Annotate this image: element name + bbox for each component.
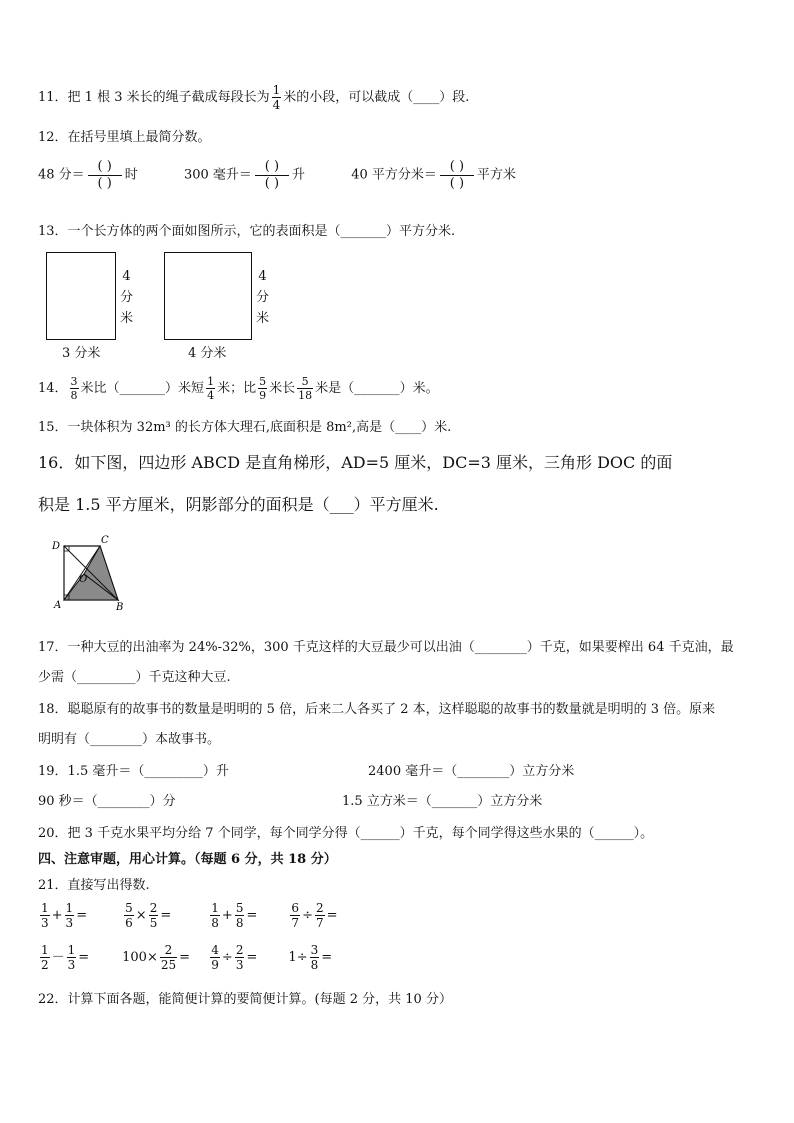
question-16-line1: 16．如下图，四边形 ABCD 是直角梯形，AD=5 厘米，DC=3 厘米，三角形 DOC 的面	[38, 453, 673, 472]
calc-item: $\frac{1}{8}$ + $\frac{5}{8}$ =	[211, 901, 258, 930]
section-4-title: 四、注意审题，用心计算。（每题 6 分，共 18 分）	[38, 852, 337, 867]
calc-row-2	[38, 944, 368, 971]
label-O: O	[79, 574, 88, 585]
calc-item: 100× $\frac{2}{25}$ =	[122, 943, 191, 972]
question-17-line1: 17．一种大豆的出油率为 24%-32%，300 千克这样的大豆最少可以出油（________）千克，如果要榨出 64 千克油，最	[38, 640, 734, 655]
answer-blank-fraction[interactable]: $\frac{( )}{( )}$	[88, 160, 122, 190]
question-14: 14． $\frac{3}{8}$ 米比（_______）米短 $\frac{1}{4}$ 米；比 $\frac{5}{9}$ 米长 $\frac{5}{18}$ 米是（_______）米。	[38, 375, 439, 402]
question-16-line2: 积是 1.5 平方厘米，阴影部分的面积是（___）平方厘米.	[38, 495, 439, 514]
q11-fraction: $\frac{1}{4}$	[272, 83, 281, 112]
question-20: 20．把 3 千克水果平均分给 7 个同学，每个同学分得（______）千克，每个同学得这些水果的（______）。	[38, 826, 654, 841]
rect2-side-label: 4 分 米	[256, 269, 270, 326]
question-19-a: 19．1.5 毫升＝（_________）升	[38, 764, 229, 779]
question-19-d: 1.5 立方米＝（_______）立方分米	[342, 794, 543, 809]
label-A: A	[54, 600, 62, 611]
calc-item: $\frac{6}{7}$ ÷ $\frac{2}{7}$ =	[291, 901, 338, 930]
calc-item: $\frac{1}{2}$ － $\frac{1}{3}$ =	[41, 943, 90, 972]
question-15: 15．一块体积为 32m³ 的长方体大理石,底面积是 8m²,高是（____）米.	[38, 420, 452, 435]
label-B: B	[116, 602, 124, 613]
question-11	[38, 84, 469, 111]
question-18-line2: 明明有（________）本故事书。	[38, 732, 221, 747]
question-12-title: 12．在括号里填上最简分数。	[38, 130, 211, 145]
calc-item: 1÷ $\frac{3}{8}$ =	[288, 943, 333, 972]
question-17-line2: 少需（_________）千克这种大豆.	[38, 670, 231, 685]
rect1-bottom-label: 3 分米	[62, 346, 101, 361]
answer-blank-fraction[interactable]: $\frac{( )}{( )}$	[255, 160, 289, 190]
label-C: C	[101, 535, 109, 546]
question-21-title: 21．直接写出得数.	[38, 878, 150, 893]
rect2-bottom-label: 4 分米	[188, 346, 227, 361]
question-22: 22．计算下面各题，能简便计算的要简便计算。(每题 2 分，共 10 分）	[38, 992, 452, 1007]
calc-item: $\frac{1}{3}$ + $\frac{1}{3}$ =	[41, 901, 88, 930]
calc-row-1	[38, 902, 368, 929]
question-18-line1: 18．聪聪原有的故事书的数量是明明的 5 倍，后来二人各买了 2 本，这样聪聪的故事书的数量就是明明的 3 倍。原来	[38, 702, 716, 717]
calc-item: $\frac{5}{6}$ × $\frac{2}{5}$ =	[125, 901, 172, 930]
question-19-b: 2400 毫升＝（________）立方分米	[368, 764, 575, 779]
trapezoid-diagram	[44, 534, 134, 614]
question-13-title: 13．一个长方体的两个面如图所示，它的表面积是（_______）平方分米.	[38, 224, 456, 239]
question-12-answers: 48 分＝ $\frac{( )}{( )}$ 时 300 毫升＝ $\frac{( )}{( )}$ 升 40 平方分米＝ $\frac{( )}{( )}$ 平方米	[38, 159, 516, 191]
rectangle-face-2	[164, 252, 252, 340]
rect1-side-label: 4 分 米	[120, 269, 134, 326]
answer-blank-fraction[interactable]: $\frac{( )}{( )}$	[440, 160, 474, 190]
label-D: D	[52, 541, 61, 552]
calc-item: $\frac{4}{9}$ ÷ $\frac{2}{3}$ =	[211, 943, 258, 972]
q11-suffix: 米的小段，可以截成（____）段.	[283, 90, 470, 105]
question-19-c: 90 秒＝（________）分	[38, 794, 176, 809]
q11-prefix: 11．把 1 根 3 米长的绳子截成每段长为	[38, 90, 270, 105]
rectangle-face-1	[46, 252, 116, 340]
